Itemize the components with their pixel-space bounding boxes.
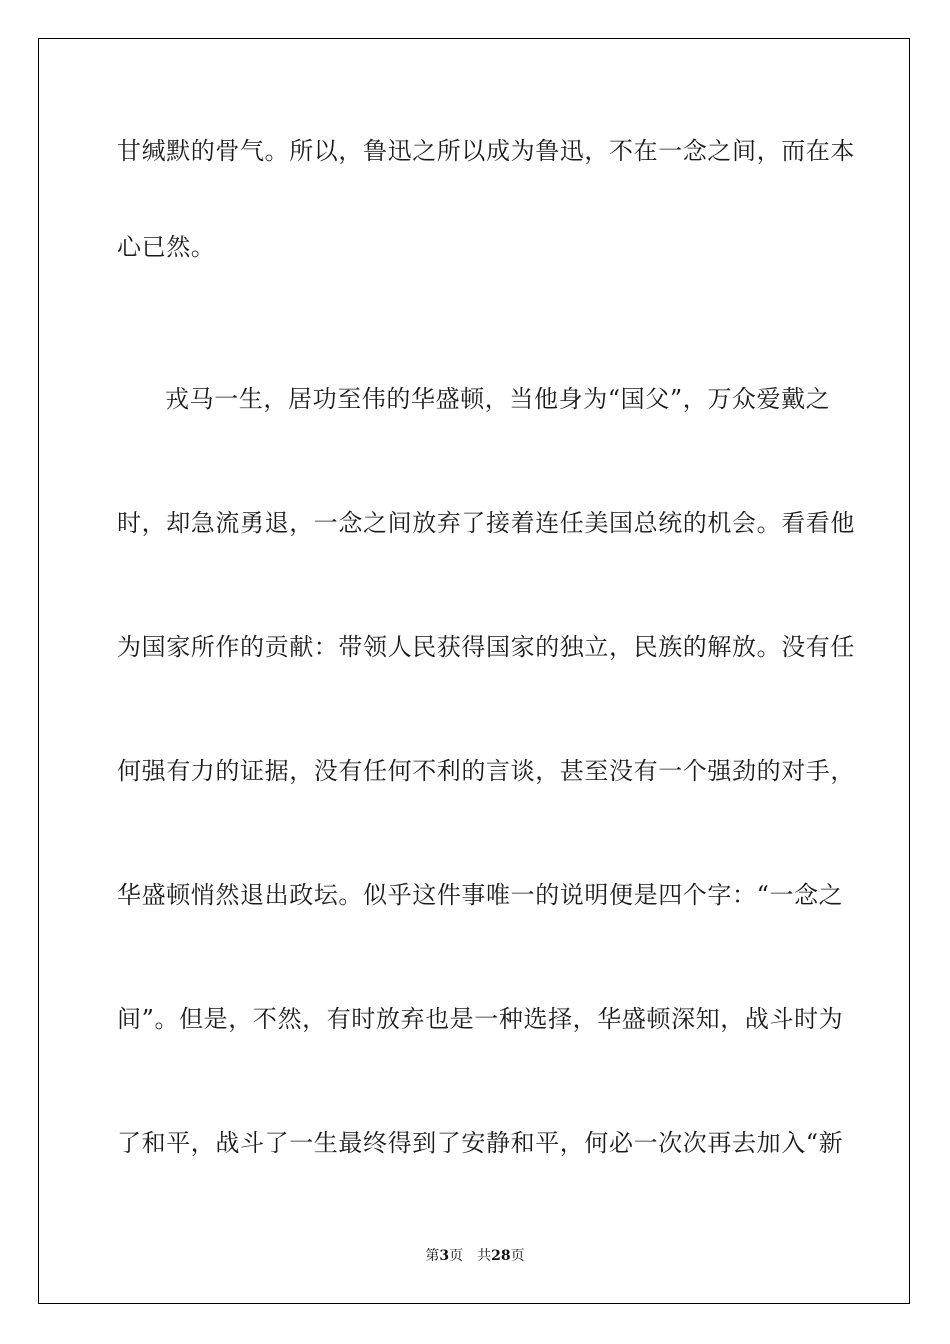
total-pages: 28	[491, 1248, 511, 1264]
page-footer	[0, 1247, 950, 1265]
text-line-7: 华盛顿悄然退出政坛。似乎这件事唯一的说明便是四个字：“一念之	[117, 881, 844, 909]
page-number: 3	[439, 1248, 450, 1264]
text-line-5: 为国家所作的贡献：带领人民获得国家的独立，民族的解放。没有任	[117, 633, 855, 661]
text-line-2: 心已然。	[117, 233, 216, 261]
text-line-4: 时，却急流勇退，一念之间放弃了接着连任美国总统的机会。看看他	[117, 509, 855, 537]
text-line-9: 了和平，战斗了一生最终得到了安静和平，何必一次次再去加入“新	[117, 1129, 844, 1157]
page-suffix: 页	[449, 1248, 464, 1264]
text-line-1: 甘缄默的骨气。所以，鲁迅之所以成为鲁迅，不在一念之间，而在本	[117, 137, 855, 165]
text-line-6: 何强有力的证据，没有任何不利的言谈，甚至没有一个强劲的对手，	[117, 757, 855, 785]
total-prefix: 共	[477, 1248, 492, 1264]
page-border	[38, 38, 910, 1304]
text-line-3: 戎马一生，居功至伟的华盛顿，当他身为“国父”，万众爱戴之	[165, 385, 831, 413]
page-prefix: 第	[425, 1248, 440, 1264]
text-line-8: 间”。但是，不然，有时放弃也是一种选择，华盛顿深知，战斗时为	[117, 1005, 844, 1033]
total-suffix: 页	[510, 1248, 525, 1264]
